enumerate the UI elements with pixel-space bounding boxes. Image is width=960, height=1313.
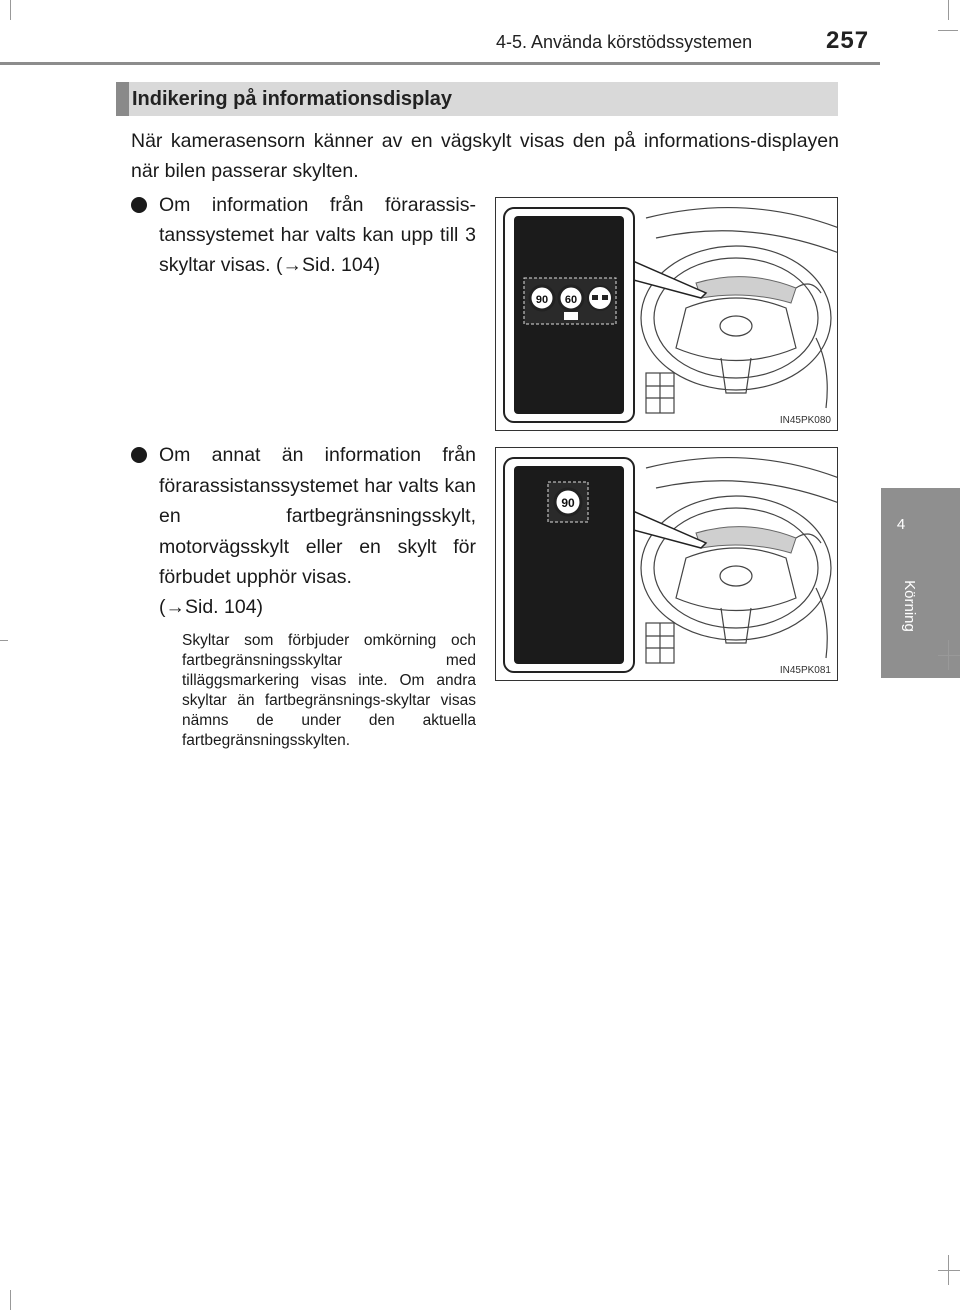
figure-code: IN45PK080 [779, 415, 831, 426]
figure-dashboard-one-sign [495, 447, 838, 681]
chapter-label: Körning [901, 580, 918, 632]
sign-value: 90 [561, 496, 575, 510]
crop-mark [10, 1290, 11, 1310]
bullet-text: Om information från förarassis-tanssystemet har valts kan upp till 3 skyltar visas. (→Sid. 104) [159, 194, 476, 276]
crop-mark [0, 640, 8, 641]
section-heading: Indikering på informationsdisplay [132, 88, 453, 110]
intro-paragraph: När kamerasensorn känner av en vägskylt visas den på informations-displayen när bilen passerar skylten. [131, 130, 839, 182]
bullet-dot-icon [131, 197, 147, 213]
dashboard-illustration [496, 448, 838, 681]
dashboard-illustration [496, 198, 838, 431]
sign-1-value: 90 [535, 294, 549, 306]
crop-mark [938, 1270, 960, 1271]
header-rule [0, 62, 880, 65]
figure-dashboard-three-signs [495, 197, 838, 431]
chapter-number: 4 [896, 516, 906, 533]
crop-mark [10, 0, 11, 20]
bullet-text: Om annat än information från förarassistanssystemet har valts kan en fartbegränsningsskylt, motorvägsskylt eller en skylt för förbudet upphör visas. [159, 444, 476, 588]
sign-2-value: 60 [564, 294, 578, 306]
page-number: 257 [826, 27, 870, 54]
crop-mark [938, 655, 960, 656]
page-reference: (→Sid. 104) [159, 596, 264, 618]
note-text: Skyltar som förbjuder omkörning och fartbegränsningsskyltar med tilläggsmarkering visas inte. Om andra skyltar än fartbegränsnings-skyltar visas nämns de under den aktuella fartbegränsningsskylten. [182, 632, 476, 749]
crop-mark [948, 0, 949, 20]
section-title: 4-5. Använda körstödssystemen [496, 32, 753, 52]
bullet-dot-icon [131, 447, 147, 463]
figure-code: IN45PK081 [779, 665, 831, 676]
crop-mark [938, 30, 958, 31]
